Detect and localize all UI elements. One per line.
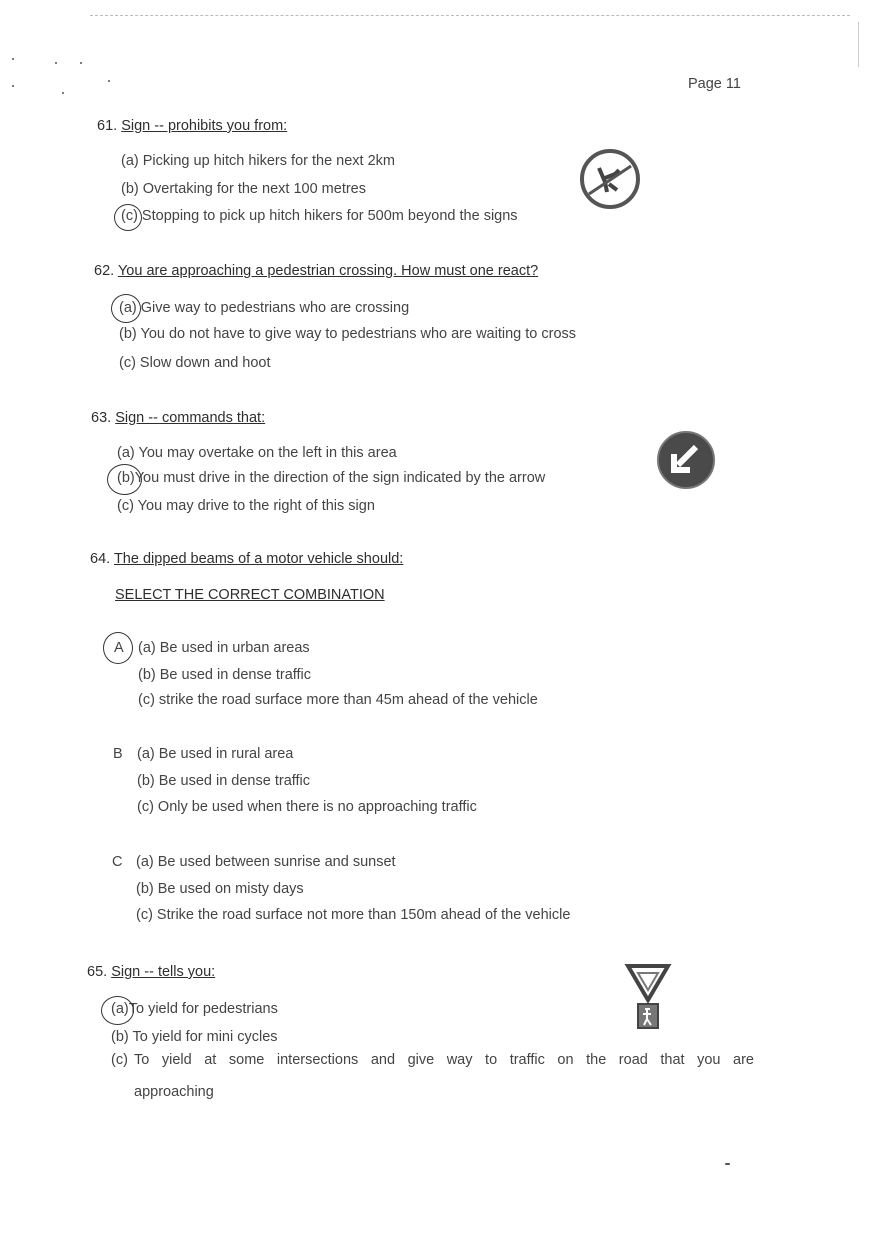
question-63-title: 63. Sign -- commands that:	[91, 410, 266, 426]
answer-circle	[107, 464, 142, 495]
answer-circle	[114, 204, 142, 231]
scan-speck	[725, 1163, 730, 1165]
yield-pedestrian-sign-icon	[626, 964, 670, 1030]
question-65-option-c: To yield at some intersections and give way to traffic on the road that you are	[134, 1052, 754, 1068]
scan-speck	[62, 92, 64, 94]
group-a-option-a: (a) Be used in urban areas	[138, 640, 310, 656]
group-a-option-b: (b) Be used in dense traffic	[138, 667, 312, 683]
scan-top-border	[90, 15, 850, 16]
question-62-option-b: (b) You do not have to give way to pedestrians who are waiting to cross	[119, 326, 577, 342]
group-b-option-a: (a) Be used in rural area	[137, 746, 294, 762]
group-c-option-b: (b) Be used on misty days	[136, 881, 304, 897]
question-65-option-a: (a)To yield for pedestrians	[111, 1001, 278, 1017]
option-group-letter: B	[113, 746, 123, 762]
question-61-option-b: (b) Overtaking for the next 100 metres	[121, 181, 366, 197]
group-a-option-c: (c) strike the road surface more than 45m ahead of the vehicle	[138, 692, 538, 708]
question-62-option-c: (c) Slow down and hoot	[119, 355, 271, 371]
no-hitchhiking-sign-icon	[579, 148, 641, 210]
question-62-option-a: (a) Give way to pedestrians who are crossing	[119, 300, 410, 316]
answer-circle	[101, 996, 134, 1025]
scan-speck	[55, 62, 57, 64]
question-62-title: 62. You are approaching a pedestrian crossing. How must one react?	[94, 263, 539, 279]
option-group-letter: A	[114, 640, 124, 656]
answer-circle	[111, 294, 141, 323]
scan-speck	[12, 85, 14, 87]
question-65-option-c-continued: approaching	[134, 1084, 214, 1100]
group-b-option-c: (c) Only be used when there is no approaching traffic	[137, 799, 477, 815]
scan-speck	[108, 80, 110, 82]
question-65-title: 65. Sign -- tells you:	[87, 964, 216, 980]
scan-edge-mark	[858, 22, 859, 67]
question-61-option-c: (c) Stopping to pick up hitch hikers for 500m beyond the signs	[121, 208, 518, 224]
answer-circle	[103, 632, 133, 664]
option-group-letter: C	[112, 854, 123, 870]
group-c-option-a: (a) Be used between sunrise and sunset	[136, 854, 396, 870]
question-61-title: 61. Sign -- prohibits you from:	[97, 118, 288, 134]
question-63-option-a: (a) You may overtake on the left in this area	[117, 445, 397, 461]
scan-speck	[12, 58, 14, 60]
question-61-option-a: (a) Picking up hitch hikers for the next 2km	[121, 153, 396, 169]
question-63-option-b: (b)You must drive in the direction of the sign indicated by the arrow	[117, 470, 546, 486]
scan-speck	[80, 62, 82, 64]
question-64-instruction: SELECT THE CORRECT COMBINATION	[115, 587, 385, 603]
group-c-option-c: (c) Strike the road surface not more than 150m ahead of the vehicle	[136, 907, 571, 923]
page-number: Page 11	[688, 76, 741, 92]
group-b-option-b: (b) Be used in dense traffic	[137, 773, 311, 789]
question-65-option-b: (b) To yield for mini cycles	[111, 1029, 278, 1045]
question-64-title: 64. The dipped beams of a motor vehicle should:	[90, 551, 404, 567]
question-65-option-c-label: (c)	[111, 1052, 128, 1068]
keep-left-arrow-sign-icon	[656, 430, 716, 490]
question-63-option-c: (c) You may drive to the right of this sign	[117, 498, 375, 514]
